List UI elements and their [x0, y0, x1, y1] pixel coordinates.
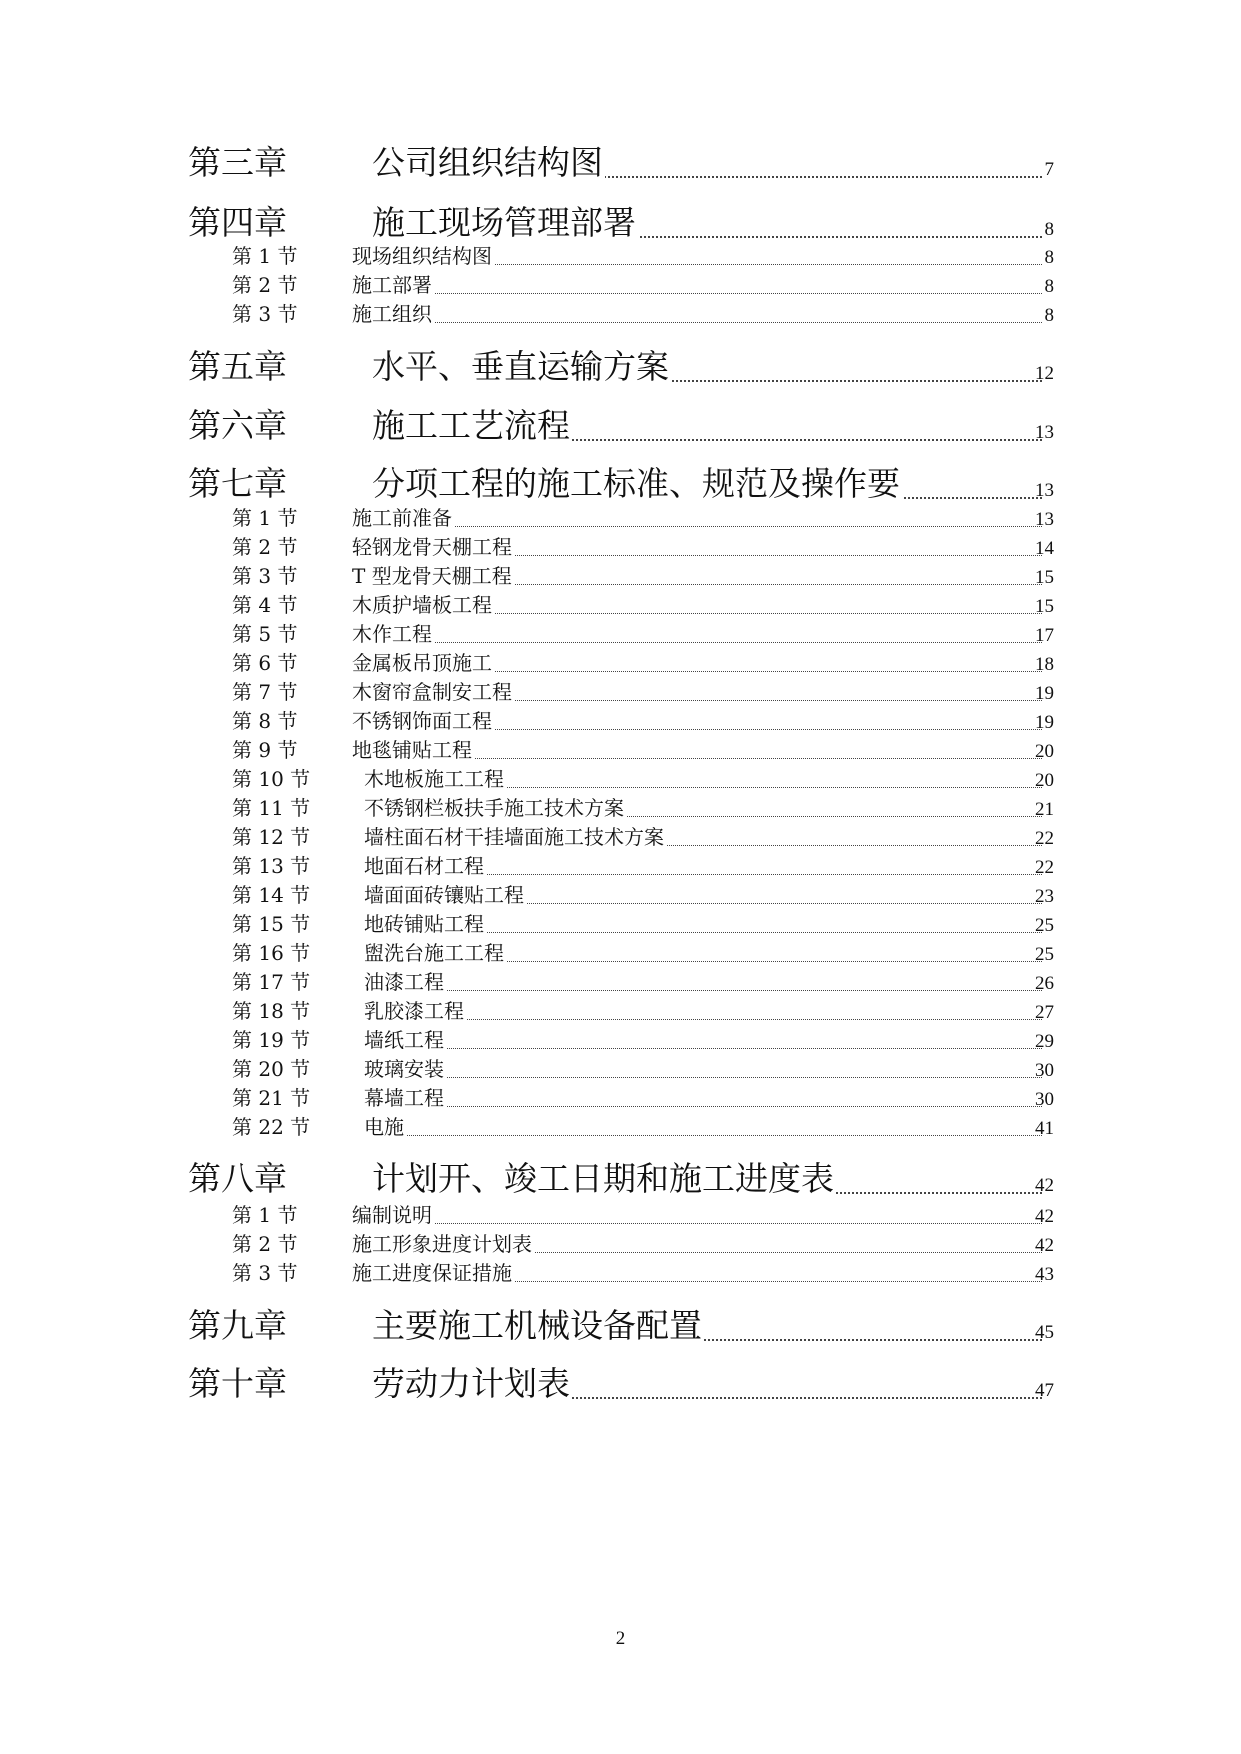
toc-entry-title: 施工组织	[352, 304, 1042, 325]
toc-entry-page: 27	[1035, 1002, 1054, 1023]
toc-entry-page: 23	[1035, 886, 1054, 907]
toc-entry-page: 12	[1035, 363, 1054, 384]
toc-entry-title: 地毯铺贴工程	[352, 740, 1042, 761]
toc-entry-number: 第十章	[188, 1364, 287, 1403]
toc-entry-number: 第 13 节	[232, 854, 311, 878]
toc-entry-page: 42	[1035, 1235, 1054, 1256]
toc-entry-page: 22	[1035, 828, 1054, 849]
toc-entry-number: 第 2 节	[232, 535, 298, 559]
toc-entry-title: 金属板吊顶施工	[352, 653, 1042, 674]
toc-entry-number: 第 19 节	[232, 1028, 311, 1052]
toc-entry-title: 盥洗台施工工程	[364, 943, 1042, 964]
toc-entry-number: 第 1 节	[232, 1203, 298, 1227]
toc-entry-title: 木窗帘盒制安工程	[352, 682, 1042, 703]
toc-entry-title: 施工形象进度计划表	[352, 1234, 1042, 1255]
toc-entry-number: 第七章	[188, 464, 287, 503]
toc-entry-title: 主要施工机械设备配置	[372, 1309, 1042, 1344]
toc-entry-page: 22	[1035, 857, 1054, 878]
toc-entry-number: 第 2 节	[232, 1232, 298, 1256]
toc-entry-page: 20	[1035, 770, 1054, 791]
toc-entry-page: 8	[1044, 276, 1054, 297]
toc-entry-title: 水平、垂直运输方案	[372, 350, 1042, 385]
toc-entry-title: 木作工程	[352, 624, 1042, 645]
toc-entry-title: 幕墙工程	[364, 1088, 1042, 1109]
toc-entry-page: 20	[1035, 741, 1054, 762]
toc-entry-number: 第 3 节	[232, 302, 298, 326]
toc-entry-page: 47	[1035, 1380, 1054, 1401]
toc-entry-page: 8	[1044, 247, 1054, 268]
toc-entry-title: 编制说明	[352, 1205, 1042, 1226]
toc-entry-number: 第三章	[188, 143, 287, 182]
toc-entry-title: 电施	[364, 1117, 1042, 1138]
toc-entry-title: T 型龙骨天棚工程	[352, 566, 1042, 587]
toc-entry-title: 计划开、竣工日期和施工进度表	[372, 1162, 1042, 1197]
toc-entry-number: 第六章	[188, 406, 287, 445]
toc-entry-number: 第 15 节	[232, 912, 311, 936]
toc-entry-title: 现场组织结构图	[352, 246, 1042, 267]
toc-entry-number: 第 7 节	[232, 680, 298, 704]
toc-entry-number: 第 1 节	[232, 244, 298, 268]
toc-entry-page: 19	[1035, 683, 1054, 704]
toc-entry-page: 15	[1035, 596, 1054, 617]
toc-entry-page: 8	[1044, 219, 1054, 240]
toc-entry-number: 第 5 节	[232, 622, 298, 646]
toc-entry-number: 第 8 节	[232, 709, 298, 733]
toc-entry-title: 施工部署	[352, 275, 1042, 296]
toc-entry-title: 墙柱面石材干挂墙面施工技术方案	[364, 827, 1042, 848]
toc-entry-page: 30	[1035, 1060, 1054, 1081]
toc-entry-page: 19	[1035, 712, 1054, 733]
toc-entry-title: 地面石材工程	[364, 856, 1042, 877]
toc-entry-number: 第 4 节	[232, 593, 298, 617]
toc-entry-title: 施工工艺流程	[372, 409, 1042, 444]
toc-entry-number: 第 9 节	[232, 738, 298, 762]
toc-entry-title: 施工现场管理部署	[372, 206, 1042, 241]
toc-entry-page: 7	[1044, 159, 1054, 180]
toc-entry-title: 分项工程的施工标准、规范及操作要	[372, 467, 1042, 502]
toc-entry-page: 13	[1035, 509, 1054, 530]
toc-entry-number: 第 6 节	[232, 651, 298, 675]
toc-entry-title: 木地板施工工程	[364, 769, 1042, 790]
toc-entry-title: 不锈钢栏板扶手施工技术方案	[364, 798, 1042, 819]
toc-entry-number: 第 11 节	[232, 796, 311, 820]
toc-entry-page: 13	[1035, 422, 1054, 443]
toc-entry-page: 13	[1035, 480, 1054, 501]
toc-entry-page: 8	[1044, 305, 1054, 326]
toc-entry-number: 第 16 节	[232, 941, 311, 965]
toc-entry-title: 墙纸工程	[364, 1030, 1042, 1051]
toc-entry-title: 乳胶漆工程	[364, 1001, 1042, 1022]
toc-entry-title: 玻璃安装	[364, 1059, 1042, 1080]
toc-entry-title: 不锈钢饰面工程	[352, 711, 1042, 732]
toc-entry-page: 25	[1035, 915, 1054, 936]
toc-entry-number: 第 10 节	[232, 767, 311, 791]
toc-entry-number: 第 12 节	[232, 825, 311, 849]
toc-entry-number: 第九章	[188, 1306, 287, 1345]
toc-entry-number: 第四章	[188, 203, 287, 242]
toc-entry-number: 第 20 节	[232, 1057, 311, 1081]
toc-entry-number: 第 1 节	[232, 506, 298, 530]
toc-entry-page: 17	[1035, 625, 1054, 646]
toc-entry-number: 第 3 节	[232, 1261, 298, 1285]
toc-entry-title: 油漆工程	[364, 972, 1042, 993]
toc-entry-page: 26	[1035, 973, 1054, 994]
toc-entry-number: 第八章	[188, 1159, 287, 1198]
toc-entry-title: 轻钢龙骨天棚工程	[352, 537, 1042, 558]
toc-entry-page: 42	[1035, 1175, 1054, 1196]
toc-entry-title: 施工进度保证措施	[352, 1263, 1042, 1284]
toc-entry-title: 地砖铺贴工程	[364, 914, 1042, 935]
toc-entry-page: 41	[1035, 1118, 1054, 1139]
toc-entry-number: 第 3 节	[232, 564, 298, 588]
toc-entry-page: 29	[1035, 1031, 1054, 1052]
toc-entry-page: 30	[1035, 1089, 1054, 1110]
toc-entry-title: 公司组织结构图	[372, 146, 1042, 181]
toc-entry-page: 15	[1035, 567, 1054, 588]
toc-entry-number: 第 14 节	[232, 883, 311, 907]
toc-entry-page: 18	[1035, 654, 1054, 675]
toc-entry-number: 第 22 节	[232, 1115, 311, 1139]
toc-entry-page: 45	[1035, 1322, 1054, 1343]
toc-entry-page: 21	[1035, 799, 1054, 820]
toc-entry-title: 木质护墙板工程	[352, 595, 1042, 616]
page-number: 2	[615, 1628, 626, 1649]
toc-entry-number: 第 18 节	[232, 999, 311, 1023]
toc-entry-title: 劳动力计划表	[372, 1367, 1042, 1402]
toc-entry-page: 25	[1035, 944, 1054, 965]
toc-entry-number: 第 21 节	[232, 1086, 311, 1110]
toc-entry-page: 43	[1035, 1264, 1054, 1285]
toc-entry-number: 第五章	[188, 347, 287, 386]
toc-entry-page: 42	[1035, 1206, 1054, 1227]
toc-entry-page: 14	[1035, 538, 1054, 559]
toc-entry-title: 墙面面砖镶贴工程	[364, 885, 1042, 906]
toc-entry-number: 第 2 节	[232, 273, 298, 297]
toc-entry-title: 施工前准备	[352, 508, 1042, 529]
toc-entry-number: 第 17 节	[232, 970, 311, 994]
